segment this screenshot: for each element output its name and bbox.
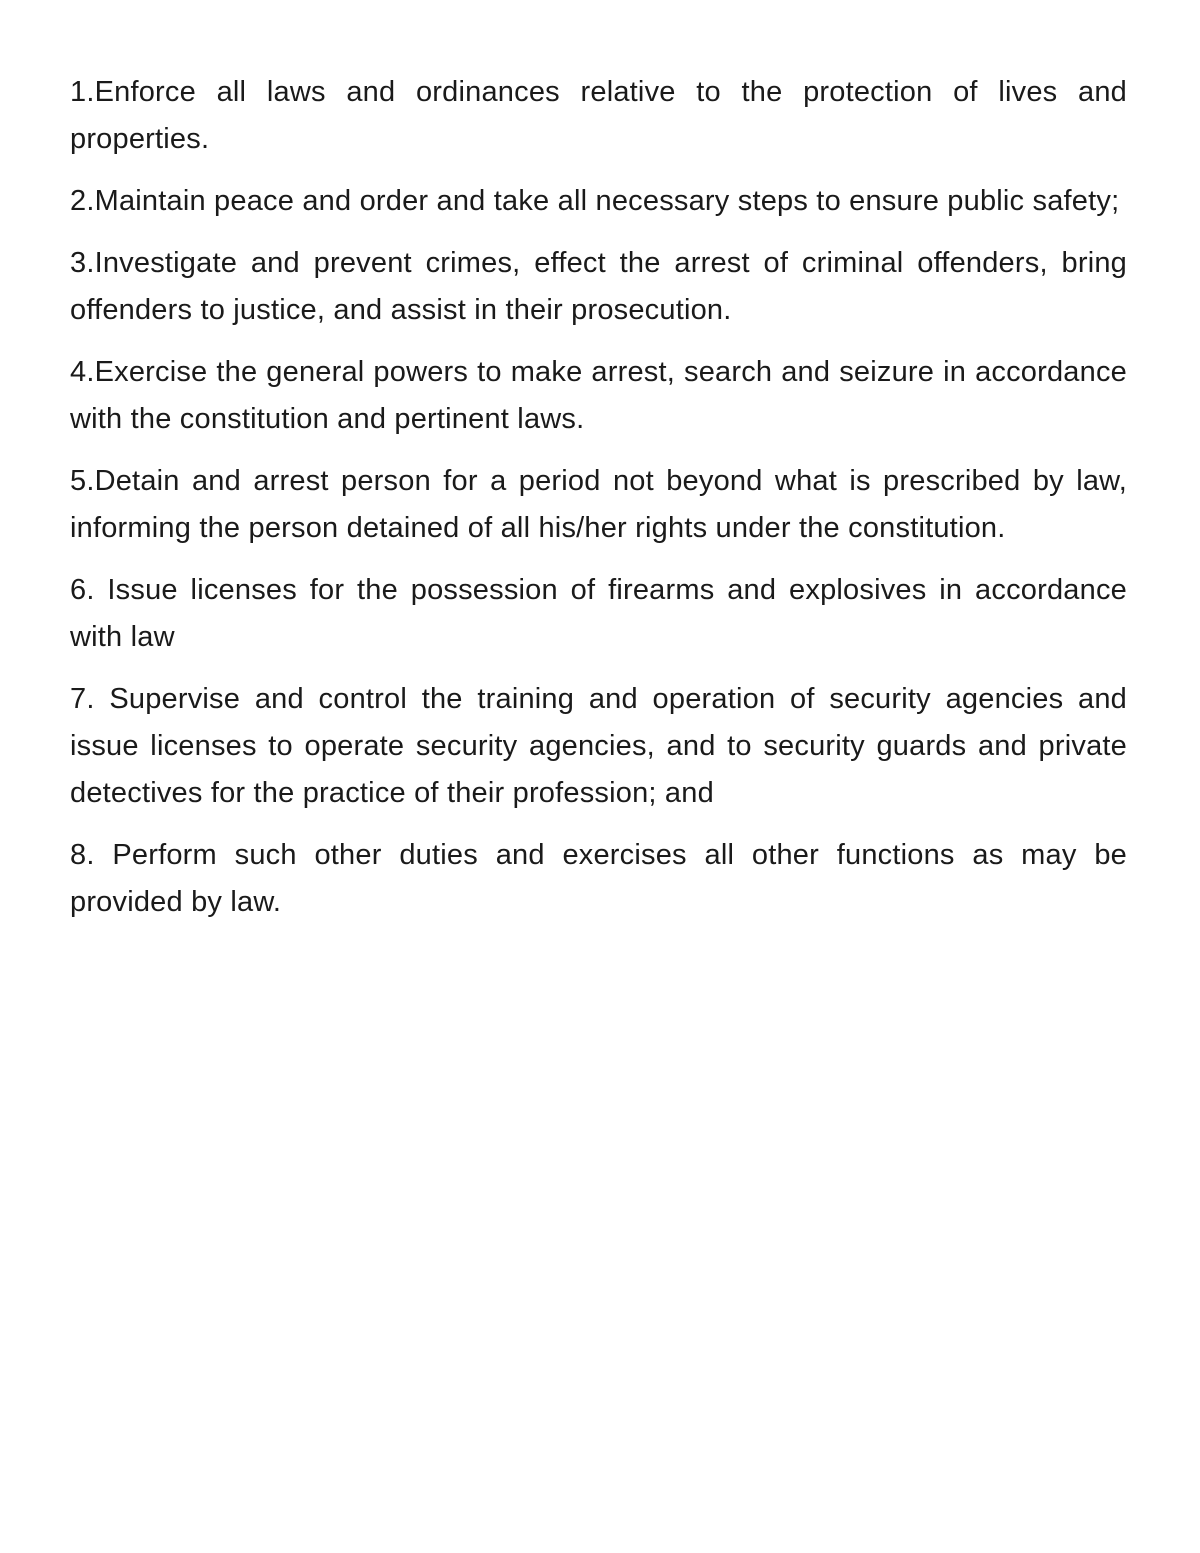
list-item-6: 6. Issue licenses for the possession of firearms and explosives in accordance with law (70, 574, 1127, 653)
document-page (70, 69, 1127, 926)
list-item-8: 8. Perform such other duties and exercises all other functions as may be provided by law. (70, 839, 1127, 918)
list-item-7: 7. Supervise and control the training and operation of security agencies and issue licenses to operate security agencies, and to security guards and private detectives for the practice of their profession; and (70, 683, 1127, 809)
list-item-4: 4.Exercise the general powers to make arrest, search and seizure in accordance with the constitution and pertinent laws. (70, 356, 1127, 435)
list-item-5: 5.Detain and arrest person for a period not beyond what is prescribed by law, informing the person detained of all his/her rights under the constitution. (70, 465, 1127, 544)
list-item-2: 2.Maintain peace and order and take all necessary steps to ensure public safety; (70, 185, 1120, 217)
list-item-1: 1.Enforce all laws and ordinances relative to the protection of lives and properties. (70, 76, 1127, 155)
list-item-3: 3.Investigate and prevent crimes, effect the arrest of criminal offenders, bring offenders to justice, and assist in their prosecution. (70, 247, 1127, 326)
